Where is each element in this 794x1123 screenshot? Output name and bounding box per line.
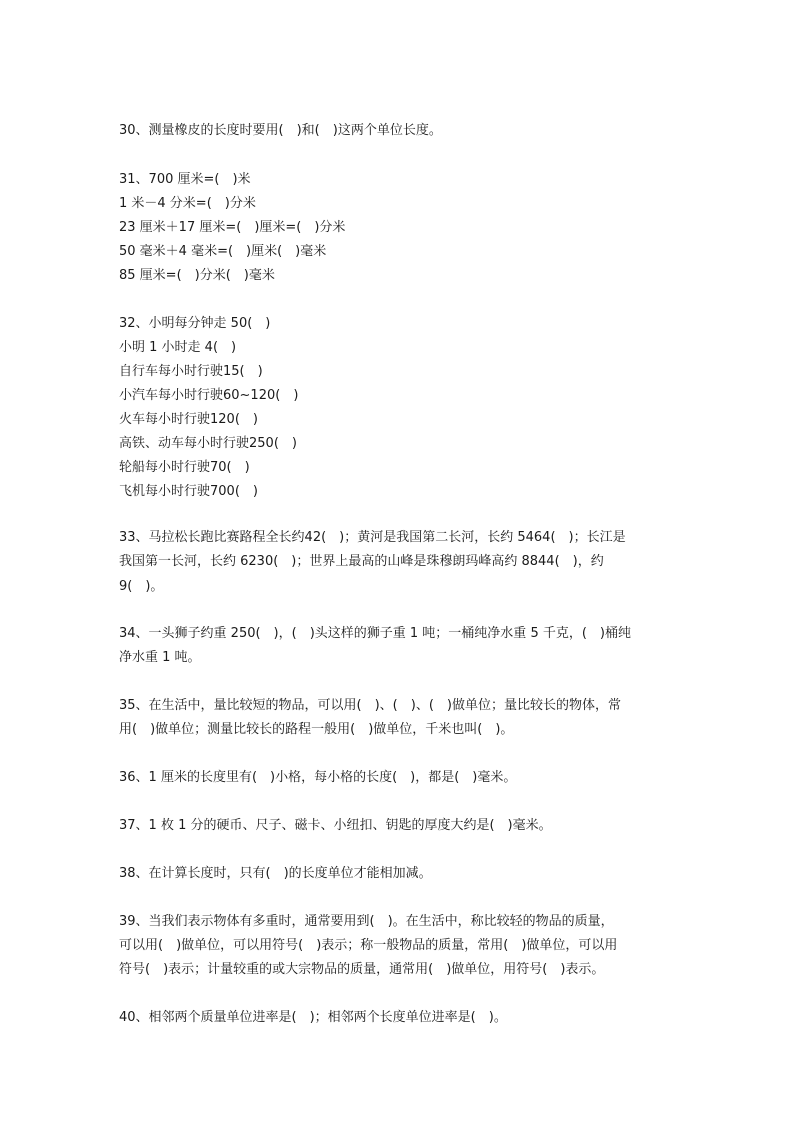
question-32-line-5: 火车每小时行驶120( ) [119, 412, 258, 427]
question-38-line-1: 38、在计算长度时，只有( )的长度单位才能相加减。 [119, 866, 432, 881]
question-32-line-1: 32、小明每分钟走 50( ) [119, 316, 271, 331]
question-33-line-1: 33、马拉松长跑比赛路程全长约42( )；黄河是我国第二长河，长约 5464( )；长江是 [119, 530, 626, 545]
question-31-line-1: 31、700 厘米=( )米 [119, 172, 251, 187]
question-39-line-2: 可以用( )做单位，可以用符号( )表示；称一般物品的质量，常用( )做单位，可以用 [119, 938, 618, 953]
question-30-line-1: 30、测量橡皮的长度时要用( )和( )这两个单位长度。 [119, 123, 442, 138]
question-33-line-2: 我国第一长河，长约 6230( )；世界上最高的山峰是珠穆朗玛峰高约 8844( )，约 [119, 554, 604, 569]
question-32-line-6: 高铁、动车每小时行驶250( ) [119, 436, 297, 451]
question-34-line-1: 34、一头狮子约重 250( )，( )头这样的狮子重 1 吨；一桶纯净水重 5 千克，( )桶纯 [119, 626, 631, 641]
question-39-line-1: 39、当我们表示物体有多重时，通常要用到( )。在生活中，称比较轻的物品的质量， [119, 914, 614, 929]
question-32-line-2: 小明 1 小时走 4( ) [119, 340, 237, 355]
question-40-line-1: 40、相邻两个质量单位进率是( )；相邻两个长度单位进率是( )。 [119, 1010, 507, 1025]
question-31-line-5: 85 厘米=( )分米( )毫米 [119, 268, 275, 283]
question-31-line-3: 23 厘米＋17 厘米=( )厘米=( )分米 [119, 220, 346, 235]
question-33-line-3: 9( )。 [119, 579, 164, 594]
question-32-line-3: 自行车每小时行驶15( ) [119, 364, 263, 379]
question-32-line-8: 飞机每小时行驶700( ) [119, 484, 258, 499]
question-35-line-1: 35、在生活中，量比较短的物品，可以用( )、( )、( )做单位；量比较长的物体，常 [119, 698, 621, 713]
question-31-line-4: 50 毫米＋4 毫米=( )厘米( )毫米 [119, 244, 327, 259]
question-32-line-4: 小汽车每小时行驶60~120( ) [119, 388, 299, 403]
question-35-line-2: 用( )做单位；测量比较长的路程一般用( )做单位，千米也叫( )。 [119, 722, 514, 737]
question-34-line-2: 净水重 1 吨。 [119, 650, 201, 665]
question-32-line-7: 轮船每小时行驶70( ) [119, 460, 250, 475]
question-39-line-3: 符号( )表示；计量较重的或大宗物品的质量，通常用( )做单位，用符号( )表示。 [119, 962, 605, 977]
question-37-line-1: 37、1 枚 1 分的硬币、尺子、磁卡、小纽扣、钥匙的厚度大约是( )毫米。 [119, 818, 552, 833]
question-31-line-2: 1 米－4 分米=( )分米 [119, 196, 256, 211]
question-36-line-1: 36、1 厘米的长度里有( )小格，每小格的长度( )，都是( )毫米。 [119, 770, 517, 785]
